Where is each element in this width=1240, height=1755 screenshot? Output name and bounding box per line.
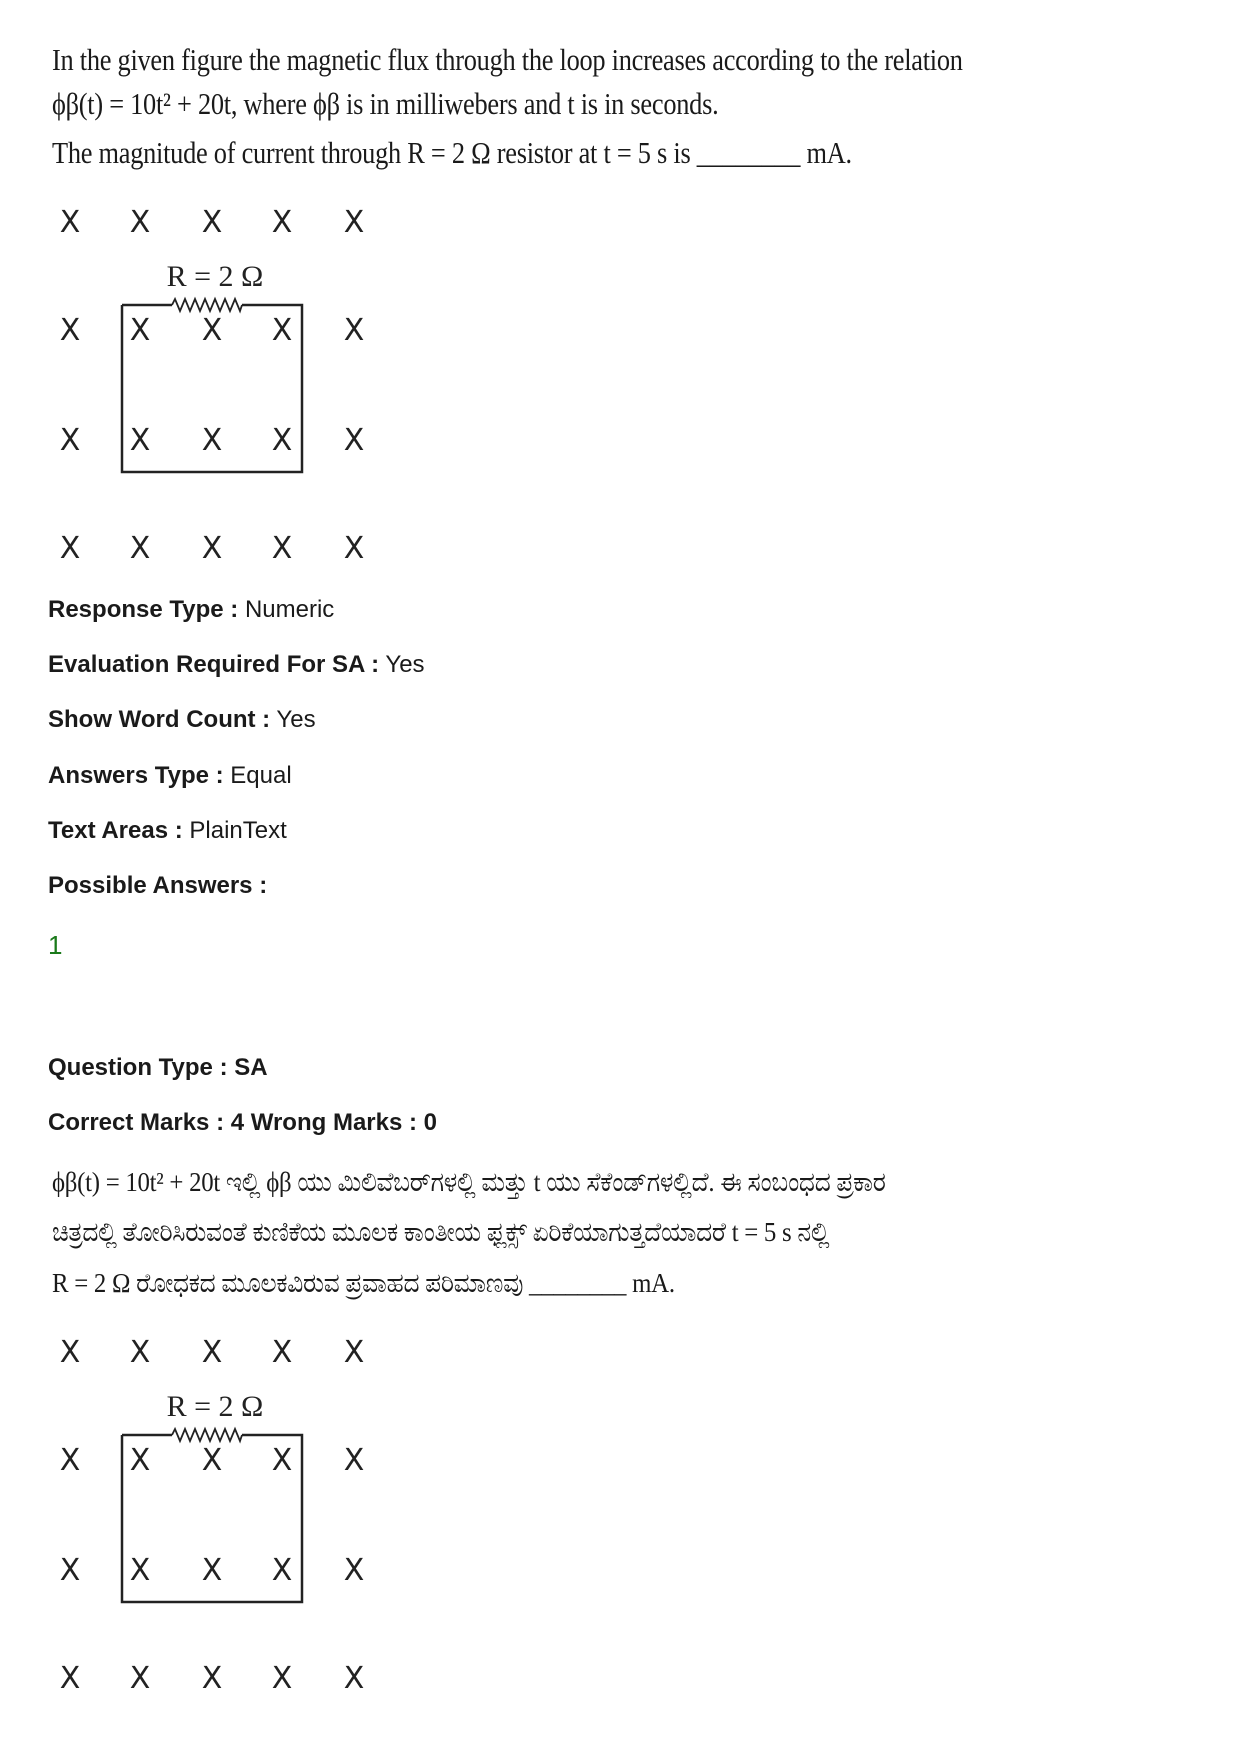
answers-type-row	[48, 760, 292, 792]
evaluation-value: Yes	[385, 651, 425, 678]
magnetic-field-figure-2	[52, 1330, 382, 1700]
word-count-row	[48, 704, 316, 736]
magnetic-field-figure	[52, 200, 382, 570]
possible-answer-value: 1	[48, 930, 63, 960]
field-cross: X	[129, 313, 151, 348]
field-cross: X	[271, 1443, 293, 1478]
field-cross: X	[343, 423, 365, 458]
resistor-label: R = 2 Ω	[166, 1390, 264, 1423]
kannada-line-3: R = 2 Ω ರೋಧಕದ ಮೂಲಕವಿರುವ ಪ್ರವಾಹದ ಪರಿಮಾಣವು ________ mA.	[52, 1268, 675, 1298]
field-cross: X	[59, 1335, 81, 1370]
evaluation-label: Evaluation Required For SA :	[48, 651, 380, 678]
response-type-value: Numeric	[244, 596, 335, 623]
loop-diagram	[52, 200, 382, 570]
resistor-symbol	[172, 299, 242, 311]
resistor-label: R = 2 Ω	[166, 260, 264, 293]
field-cross: X	[201, 313, 223, 348]
word-count-label: Show Word Count :	[48, 706, 271, 733]
question-line-1: In the given figure the magnetic flux through the loop increases according to the relation	[52, 42, 963, 77]
field-cross: X	[59, 1661, 81, 1696]
field-cross: X	[343, 1661, 365, 1696]
field-cross: X	[129, 205, 151, 240]
text-areas-label: Text Areas :	[48, 817, 183, 844]
field-cross: X	[59, 423, 81, 458]
kannada-line-1: ϕβ(t) = 10t² + 20t ಇಲ್ಲಿ ϕβ ಯು ಮಿಲಿವೆಬರ್‌ಗಳಲ್ಲಿ ಮತ್ತು t ಯು ಸೆಕೆಂಡ್‌ಗಳಲ್ಲಿದೆ. ಈ ಸಂಬಂಧದ ಪ್ರಕಾರ	[52, 1167, 886, 1197]
field-cross: X	[343, 1335, 365, 1370]
field-cross: X	[271, 1553, 293, 1588]
resistor-symbol	[172, 1429, 242, 1441]
field-cross: X	[271, 1335, 293, 1370]
field-cross: X	[343, 1443, 365, 1478]
field-cross: X	[59, 1443, 81, 1478]
possible-answers-label: Possible Answers :	[48, 872, 268, 899]
field-cross: X	[129, 423, 151, 458]
field-cross: X	[59, 313, 81, 348]
field-cross: X	[201, 423, 223, 458]
question-line-2: ϕβ(t) = 10t² + 20t, where ϕβ is in milliwebers and t is in seconds.	[52, 86, 719, 121]
question-line-3: The magnitude of current through R = 2 Ω resistor at t = 5 s is ________ mA.	[52, 135, 852, 170]
field-cross: X	[129, 531, 151, 566]
field-cross: X	[59, 205, 81, 240]
text-areas-value: PlainText	[189, 817, 287, 844]
field-cross: X	[59, 1553, 81, 1588]
field-cross: X	[343, 531, 365, 566]
field-cross: X	[129, 1443, 151, 1478]
field-cross: X	[201, 1443, 223, 1478]
field-cross: X	[59, 531, 81, 566]
answers-type-label: Answers Type :	[48, 762, 224, 789]
possible-answers-row	[48, 870, 267, 902]
field-cross: X	[343, 313, 365, 348]
field-cross: X	[129, 1335, 151, 1370]
answers-type-value: Equal	[230, 762, 292, 789]
field-cross: X	[201, 205, 223, 240]
field-cross: X	[201, 531, 223, 566]
marks-info: Correct Marks : 4 Wrong Marks : 0	[48, 1109, 438, 1136]
kannada-line-2: ಚಿತ್ರದಲ್ಲಿ ತೋರಿಸಿರುವಂತೆ ಕುಣಿಕೆಯ ಮೂಲಕ ಕಾಂತೀಯ ಫ್ಲಕ್ಸ್ ಏರಿಕೆಯಾಗುತ್ತದೆಯಾದರೆ t = 5 s ನಲ್ಲಿ	[52, 1217, 830, 1247]
field-cross: X	[201, 1661, 223, 1696]
field-cross: X	[271, 531, 293, 566]
text-areas-row	[48, 815, 287, 847]
field-cross: X	[129, 1661, 151, 1696]
field-cross: X	[129, 1553, 151, 1588]
field-cross: X	[271, 205, 293, 240]
field-cross: X	[343, 1553, 365, 1588]
field-cross: X	[271, 313, 293, 348]
loop-diagram-2	[52, 1330, 382, 1700]
word-count-value: Yes	[276, 706, 316, 733]
field-cross: X	[201, 1335, 223, 1370]
field-cross: X	[343, 205, 365, 240]
field-cross: X	[271, 423, 293, 458]
question-type: Question Type : SA	[48, 1054, 268, 1081]
response-type-row	[48, 594, 334, 626]
field-cross: X	[271, 1661, 293, 1696]
field-cross: X	[201, 1553, 223, 1588]
evaluation-row	[48, 649, 425, 681]
response-type-label: Response Type :	[48, 596, 239, 623]
